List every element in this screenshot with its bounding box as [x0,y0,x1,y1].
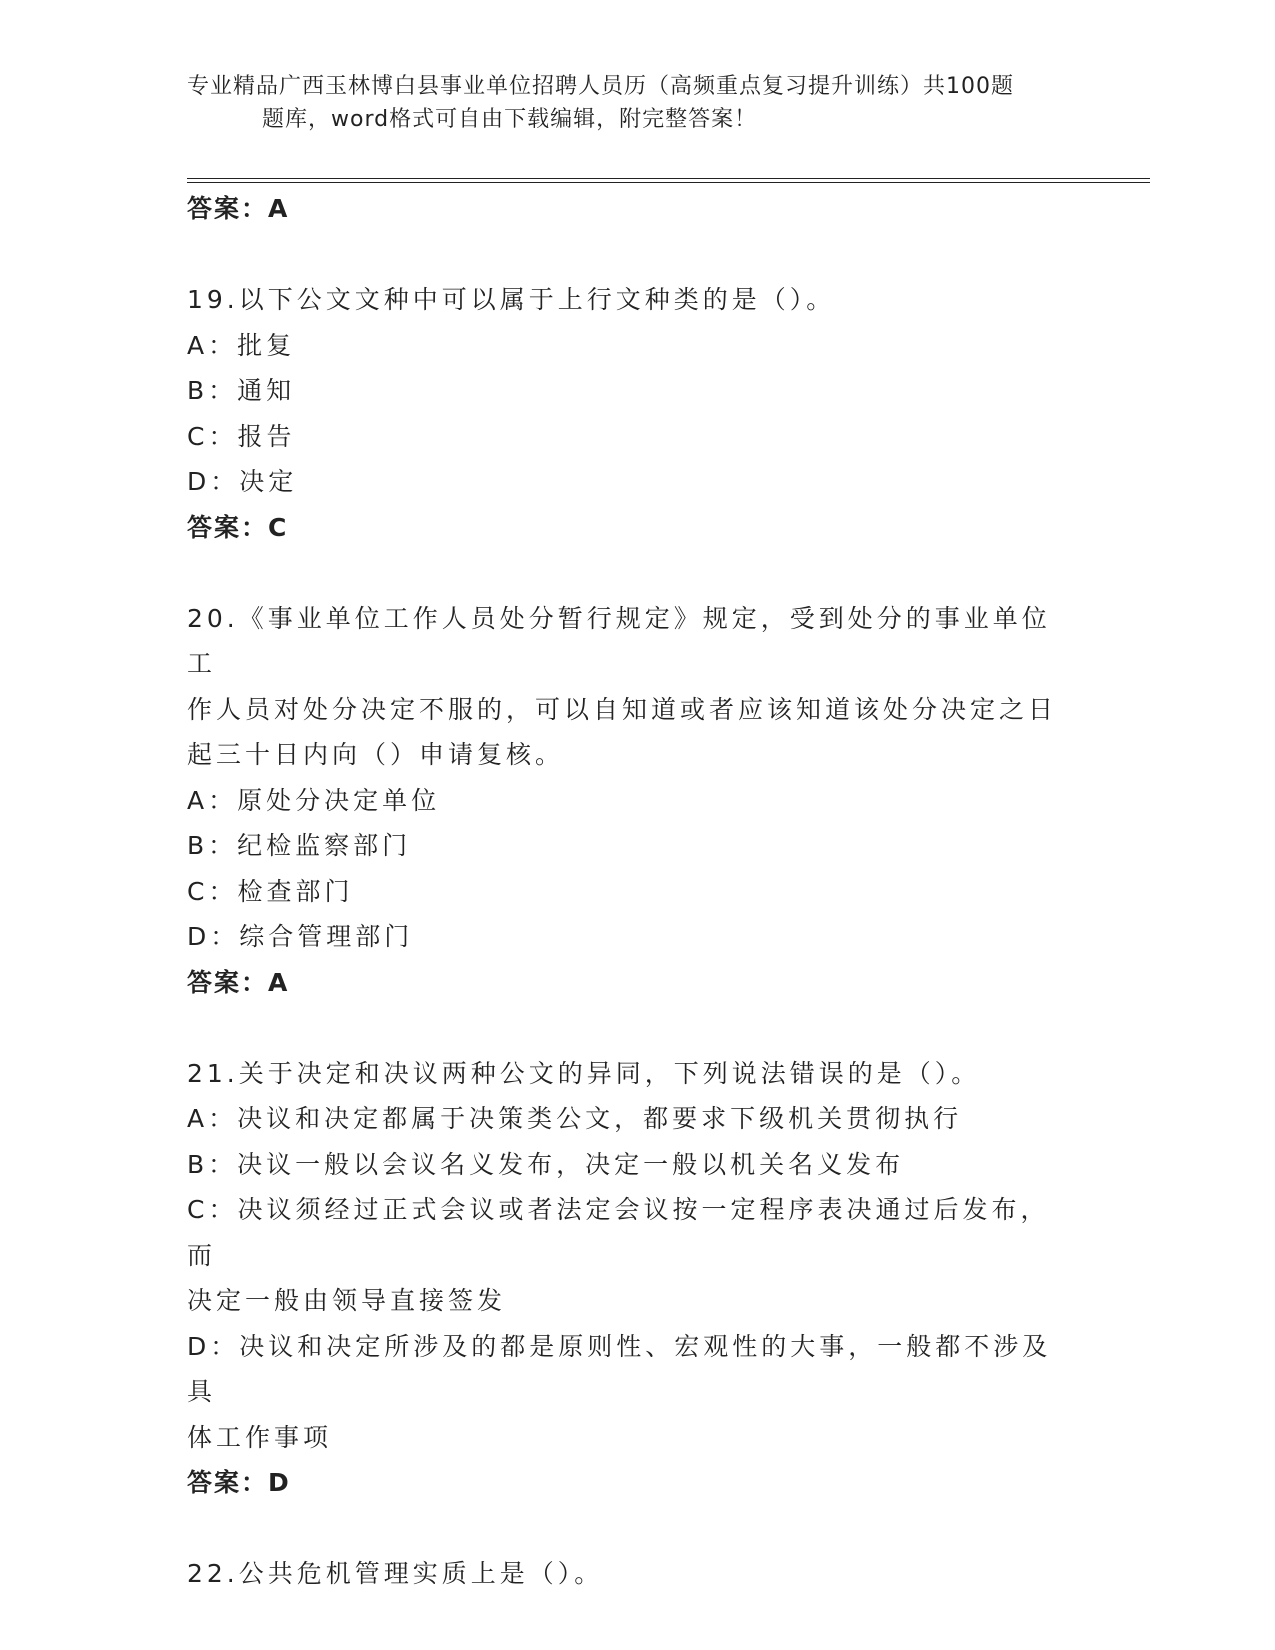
spacer [187,232,1067,278]
question-stem: 20.《事业单位工作人员处分暂行规定》规定，受到处分的事业单位工 [187,603,1051,678]
question-22 [187,1551,1067,1597]
header-line-1: 专业精品广西玉林博白县事业单位招聘人员历（高频重点复习提升训练）共100题 [187,74,1014,99]
document-header [187,70,1087,136]
option-b: B：纪检监察部门 [187,831,412,860]
header-line-2: 题库，word格式可自由下载编辑，附完整答案！ [262,107,758,132]
option-c: C：报告 [187,421,296,451]
document-body [187,186,1067,1597]
option-c: C：决议须经过正式会议或者法定会议按一定程序表决通过后发布，而 [187,1195,1050,1270]
spacer [187,1506,1067,1552]
answer-line: 答案：A [187,194,290,223]
option-d: D：决定 [187,467,298,496]
question-20 [187,596,1067,1006]
option-b: B：决议一般以会议名义发布，决定一般以机关名义发布 [187,1149,905,1179]
question-19 [187,277,1067,550]
answer-line: 答案：D [187,1468,291,1497]
option-a: A：决议和决定都属于决策类公文，都要求下级机关贯彻执行 [187,1104,963,1133]
question-stem: 21.关于决定和决议两种公文的异同，下列说法错误的是（）。 [187,1058,981,1088]
question-21 [187,1051,1067,1506]
header-divider-bottom [187,182,1150,183]
option-a: A：批复 [187,330,296,360]
header-divider-top [187,178,1150,179]
spacer [187,550,1067,596]
answer-line: 答案：A [187,967,290,997]
question-stem: 22.公共危机管理实质上是（）。 [187,1559,604,1588]
question-stem: 起三十日内向（）申请复核。 [187,740,565,769]
option-c-continued: 决定一般由领导直接签发 [187,1286,507,1315]
option-d-continued: 体工作事项 [187,1422,333,1452]
answer-line: 答案：C [187,512,289,542]
question-stem: 作人员对处分决定不服的，可以自知道或者应该知道该处分决定之日 [187,694,1058,724]
spacer [187,1005,1067,1051]
option-b: B：通知 [187,376,296,405]
option-c: C：检查部门 [187,876,354,906]
option-a: A：原处分决定单位 [187,785,441,815]
option-d: D：综合管理部门 [187,922,414,951]
option-d: D：决议和决定所涉及的都是原则性、宏观性的大事，一般都不涉及具 [187,1331,1052,1406]
question-stem: 19.以下公文文种中可以属于上行文种类的是（）。 [187,285,836,314]
